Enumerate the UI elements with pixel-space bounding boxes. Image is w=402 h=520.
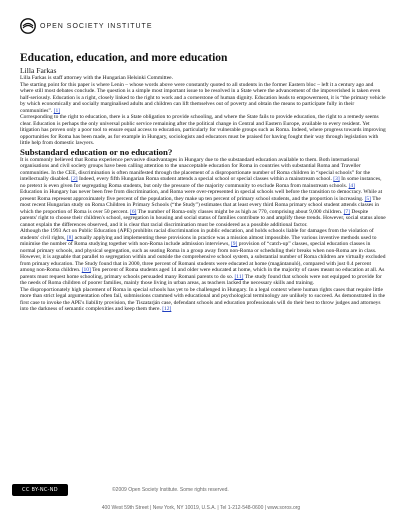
article-title: Education, education, and more education xyxy=(20,52,228,64)
paragraph-substandard: It is commonly believed that Roma experience pervasive disadvantages in Hungary due to the substandard education available to them. Both international organisations and civil society groups have been calling attention to the unacceptable education for Roma in countries with substantial Roma and Traveller communities. In the CEE, discrimination is often manifested through the placement of a disproportionate number of Roma children in “special schools” for the intellectually disabled. [2] Indeed, every fifth Hungarian Roma student attends a special school or special classes within a mainstream school. [3] In some instances, no pretext is even given for segregating Roma students, but only the pressure of the majority community to exclude Roma from mainstream schools. [4] xyxy=(20,156,382,189)
footnote-link[interactable]: [10] xyxy=(81,267,91,273)
paragraph-ape: Although the 1993 Act on Public Education (APE) prohibits racial discrimination in public education, and holds schools liable for damages from the violation of students' civil rights, [8] actually applying and implementing these provisions in practice was a mission almost impossible. The various inventive methods used to minimise the number of Roma studying together with non-Roma include admission interviews, [9] provision of “catch-up” classes, special education classes in normal primary schools, and physical segregation, such as seating Roma in a group away from non-Roma or scheduling their breaks when non-Roma are in class. xyxy=(20,228,377,254)
copyright-notice: ©2009 Open Society Institute. Some rights reserved. xyxy=(112,487,229,493)
article-author: Lilla Farkas xyxy=(20,66,57,75)
footnote-link[interactable]: [9] xyxy=(230,241,238,247)
open-society-logo-icon xyxy=(20,18,36,34)
footer-address: 400 West 59th Street | New York, NY 10019, U.S.A. | Tel 1-212-548-0600 | www.soros.org xyxy=(101,505,301,511)
section-heading: Substandard education or no education? xyxy=(20,146,173,157)
author-bio: Lilla Farkas is staff attorney with the Hungarian Helsinki Committee. xyxy=(20,75,173,81)
footnote-link[interactable]: [2] xyxy=(71,176,78,182)
paragraph-special-schools: The disproportionately high placement of Roma in special schools has yet to be challenged in Hungary. In a legal context where human rights cases that require little more than strict legal argumentation often fail, submissions crammed with educational and psychological terminology are unlikely to succeed. As demonstrated in the first case to invoke the APE's liability provision, the Tiszatarján case, defendant schools and education professionals will do their best to throw judges and attorneys into the darkness of semantic complexities and keep them there. [12] xyxy=(20,286,386,312)
footer-license-row xyxy=(12,484,390,496)
license-badge-label: CC BY-NC-ND xyxy=(22,487,58,493)
footnote-link[interactable]: [7] xyxy=(343,208,351,215)
footnote-link[interactable]: [4] xyxy=(348,182,355,189)
paragraph-exclusion: However, it is arguable that parallel to segregation within and outside the comprehensive school system, a substantial number of Roma children are virtually excluded from primary education. The Study found that in 2000, three percent of Romani students were educated at home (magántanuló), compared with just 0.4 percent among non-Roma children. [10] Ten percent of Roma students aged 14 and older were educated at home, which in the majority of cases meant no education at all. As parents must request home schooling, primary schools persuaded many Romani parents to do so. [11] The study found that schools were not equipped to provide for the needs of Roma children of poorer families, mainly those living in urban areas, as teachers lacked the necessary skills and training. xyxy=(20,254,386,286)
paragraph-discrimination: Education in Hungary has never been free from discrimination, and Roma were over-represented in special schools well before the transition to democracy. While at present Roma represent approximately five percent of the population, they make up ten percent of primary school students, and the proportion is increasing. [5] The most recent Hungarian study on Roma Children in Primary Schools (“the Study”) estimates that at least every third Roma primary school student attends classes in which the proportion of Roma is over 50 percent. [6] The number of Roma-only classes might be as high as 770, comprising about 9,000 children. [7] Despite parents' right to choose their children's school, segregation in housing and social status of families contribute to and amplify these trends. However, social status alone cannot explain the differences observed, and it is clear that racial discrimination must be considered as a possible additional factor. xyxy=(20,189,386,228)
paragraph-right-to-education: Corresponding to the right to education, there is a State obligation to provide schooling, and where the State fails to provide education, the right to a remedy seems clear. Education is perhaps the only universal public service remaining after the political change in Central and Eastern Europe, available to every resident. Yet litigation has proven only a poor tool to ensure equal access to education, particularly for vulnerable groups such as Roma. Indeed, where progress towards improving opportunities for Roma has been made, as for example in Hungary, sociologists and educators must be praised for having fought their way through legislation with little help from domestic lawyers. xyxy=(20,114,386,146)
footnote-link[interactable]: [3] xyxy=(333,176,340,182)
article-body xyxy=(20,52,386,313)
paragraph-intro: The starting point for this paper is where Lenin – whose words above were constantly quoted to all students in the former Eastern bloc – left it a century ago and where still most debates conclude. The question is a simple most important issue to be resolved in a State where the advancement of the impoverished is taken even half-seriously. Education is a right, closely linked to the right to work and a cornerstone of human dignity. Education leads to empowerment, it is “the primary vehicle by which economically and socially marginalised adults and children can lift themselves out of poverty and obtain the means to participate fully in their communities”. [1] xyxy=(20,81,386,114)
footnote-link[interactable]: [5] xyxy=(364,195,371,202)
footnote-link[interactable]: [11] xyxy=(234,273,244,280)
footnote-link[interactable]: [8] xyxy=(66,234,74,241)
footnote-link[interactable]: [1] xyxy=(53,107,61,114)
footnote-link[interactable]: [12] xyxy=(162,306,172,312)
creative-commons-badge-icon[interactable] xyxy=(12,484,68,496)
document-header xyxy=(20,12,153,40)
footnote-link[interactable]: [6] xyxy=(129,208,137,215)
org-name: OPEN SOCIETY INSTITUTE xyxy=(40,22,153,30)
